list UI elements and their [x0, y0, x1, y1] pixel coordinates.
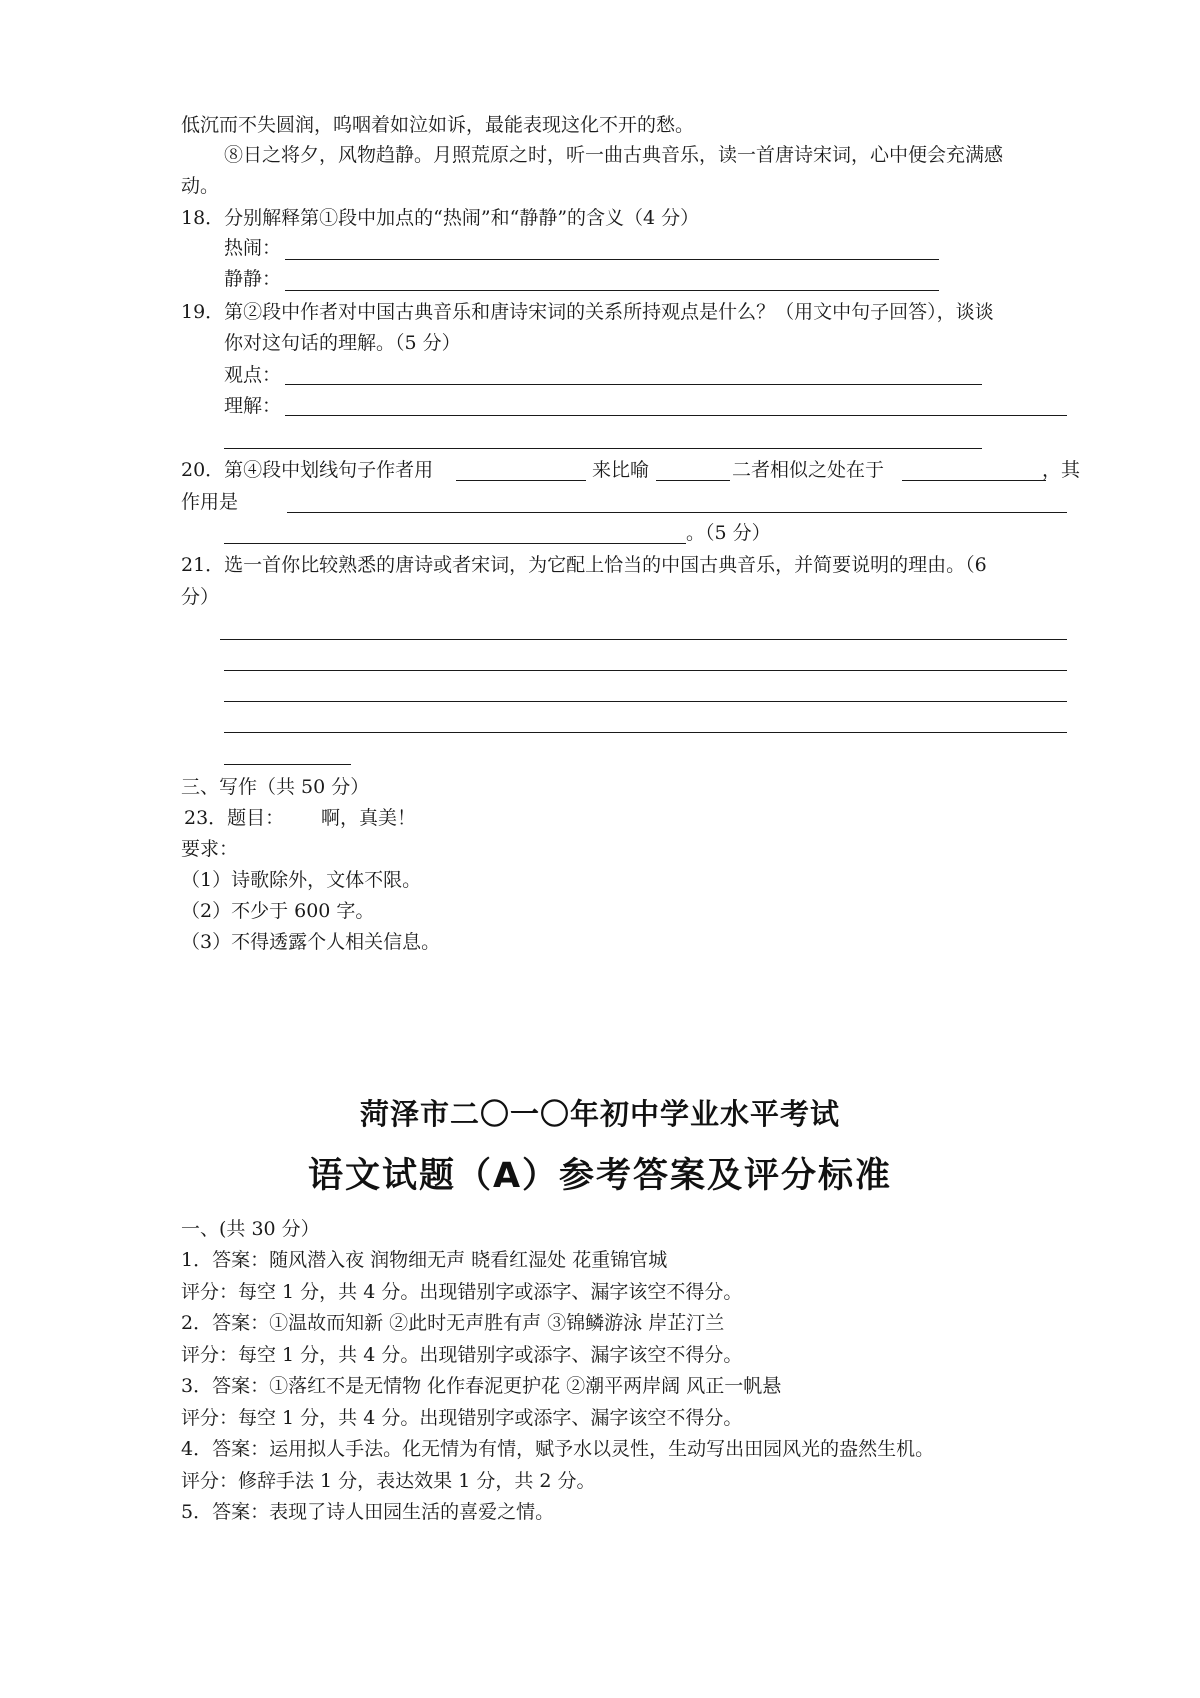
- question-18-label-jingjing: 静静：: [224, 268, 282, 290]
- question-20-points: 。（5 分）: [686, 522, 771, 544]
- section-3-heading: 三、写作（共 50 分）: [181, 776, 370, 798]
- answer-blank-renao[interactable]: [285, 259, 939, 260]
- answer-4: 4．答案：运用拟人手法。化无情为有情，赋予水以灵性，生动写出田园风光的盎然生机。: [181, 1438, 935, 1460]
- answer-key-title: 菏泽市二〇一〇年初中学业水平考试: [359, 1097, 840, 1131]
- answer-blank-effect-2[interactable]: [224, 543, 686, 544]
- answer-blank-effect[interactable]: [287, 512, 1067, 513]
- answer-blank-jingjing[interactable]: [285, 290, 939, 291]
- scoring-1: 评分：每空 1 分，共 4 分。出现错别字或添字、漏字该空不得分。: [181, 1281, 743, 1303]
- answer-blank-similarity[interactable]: [902, 480, 1046, 481]
- requirement-1: （1）诗歌除外，文体不限。: [181, 869, 422, 891]
- answer-3: 3．答案：①落红不是无情物 化作春泥更护花 ②潮平两岸阔 风正一帆悬: [181, 1375, 782, 1397]
- question-21-stem: 21．选一首你比较熟悉的唐诗或者宋词，为它配上恰当的中国古典音乐，并简要说明的理由。（6: [181, 554, 987, 576]
- passage-paragraph-8: ⑧日之将夕，风物趋静。月照荒原之时，听一曲古典音乐，读一首唐诗宋词，心中便会充满感: [224, 144, 1004, 166]
- answer-line-21-5[interactable]: [224, 764, 351, 765]
- answer-line-21-3[interactable]: [224, 701, 1067, 702]
- answer-blank-understand-2[interactable]: [224, 448, 982, 449]
- question-20-part1: 20．第④段中划线句子作者用: [181, 459, 434, 481]
- answer-blank-vehicle[interactable]: [456, 480, 586, 481]
- question-19-stem-cont: 你对这句话的理解。（5 分）: [224, 332, 461, 354]
- answer-key-section-1: 一、(共 30 分）: [181, 1218, 320, 1240]
- requirement-3: （3）不得透露个人相关信息。: [181, 931, 441, 953]
- question-23-label: 23．题目：: [184, 807, 285, 829]
- question-19-label-view: 观点：: [224, 364, 282, 386]
- answer-2: 2．答案：①温故而知新 ②此时无声胜有声 ③锦鳞游泳 岸芷汀兰: [181, 1312, 725, 1334]
- scoring-3: 评分：每空 1 分，共 4 分。出现错别字或添字、漏字该空不得分。: [181, 1407, 743, 1429]
- answer-key-subtitle: 语文试题（A）参考答案及评分标准: [307, 1156, 893, 1196]
- passage-line: 低沉而不失圆润，呜咽着如泣如诉，最能表现这化不开的愁。: [181, 114, 695, 136]
- answer-blank-view[interactable]: [285, 384, 982, 385]
- question-21-stem-cont: 分）: [181, 586, 220, 608]
- question-19-stem: 19．第②段中作者对中国古典音乐和唐诗宋词的关系所持观点是什么？（用文中句子回答），谈谈: [181, 301, 994, 323]
- question-20-part5: 作用是: [181, 491, 239, 513]
- passage-paragraph-8-end: 动。: [181, 175, 220, 197]
- question-20-part3: 二者相似之处在于: [732, 459, 885, 481]
- answer-5: 5．答案：表现了诗人田园生活的喜爱之情。: [181, 1501, 555, 1523]
- question-20-part2: 来比喻: [592, 459, 650, 481]
- answer-line-21-2[interactable]: [224, 670, 1067, 671]
- scoring-4: 评分：修辞手法 1 分，表达效果 1 分，共 2 分。: [181, 1470, 596, 1492]
- question-19-label-understand: 理解：: [224, 395, 282, 417]
- question-18-label-renao: 热闹：: [224, 237, 282, 259]
- question-23-title: 啊，真美！: [321, 807, 417, 829]
- answer-blank-tenor[interactable]: [656, 480, 730, 481]
- question-18-stem: 18．分别解释第①段中加点的“热闹”和“静静”的含义（4 分）: [181, 207, 700, 229]
- question-20-part4: ，其: [1042, 459, 1081, 481]
- answer-1: 1．答案：随风潜入夜 润物细无声 晓看红湿处 花重锦官城: [181, 1249, 668, 1271]
- requirements-label: 要求：: [181, 838, 239, 860]
- answer-line-21-4[interactable]: [224, 732, 1067, 733]
- scoring-2: 评分：每空 1 分，共 4 分。出现错别字或添字、漏字该空不得分。: [181, 1344, 743, 1366]
- requirement-2: （2）不少于 600 字。: [181, 900, 375, 922]
- answer-line-21-1[interactable]: [220, 639, 1067, 640]
- answer-blank-understand[interactable]: [285, 415, 1067, 416]
